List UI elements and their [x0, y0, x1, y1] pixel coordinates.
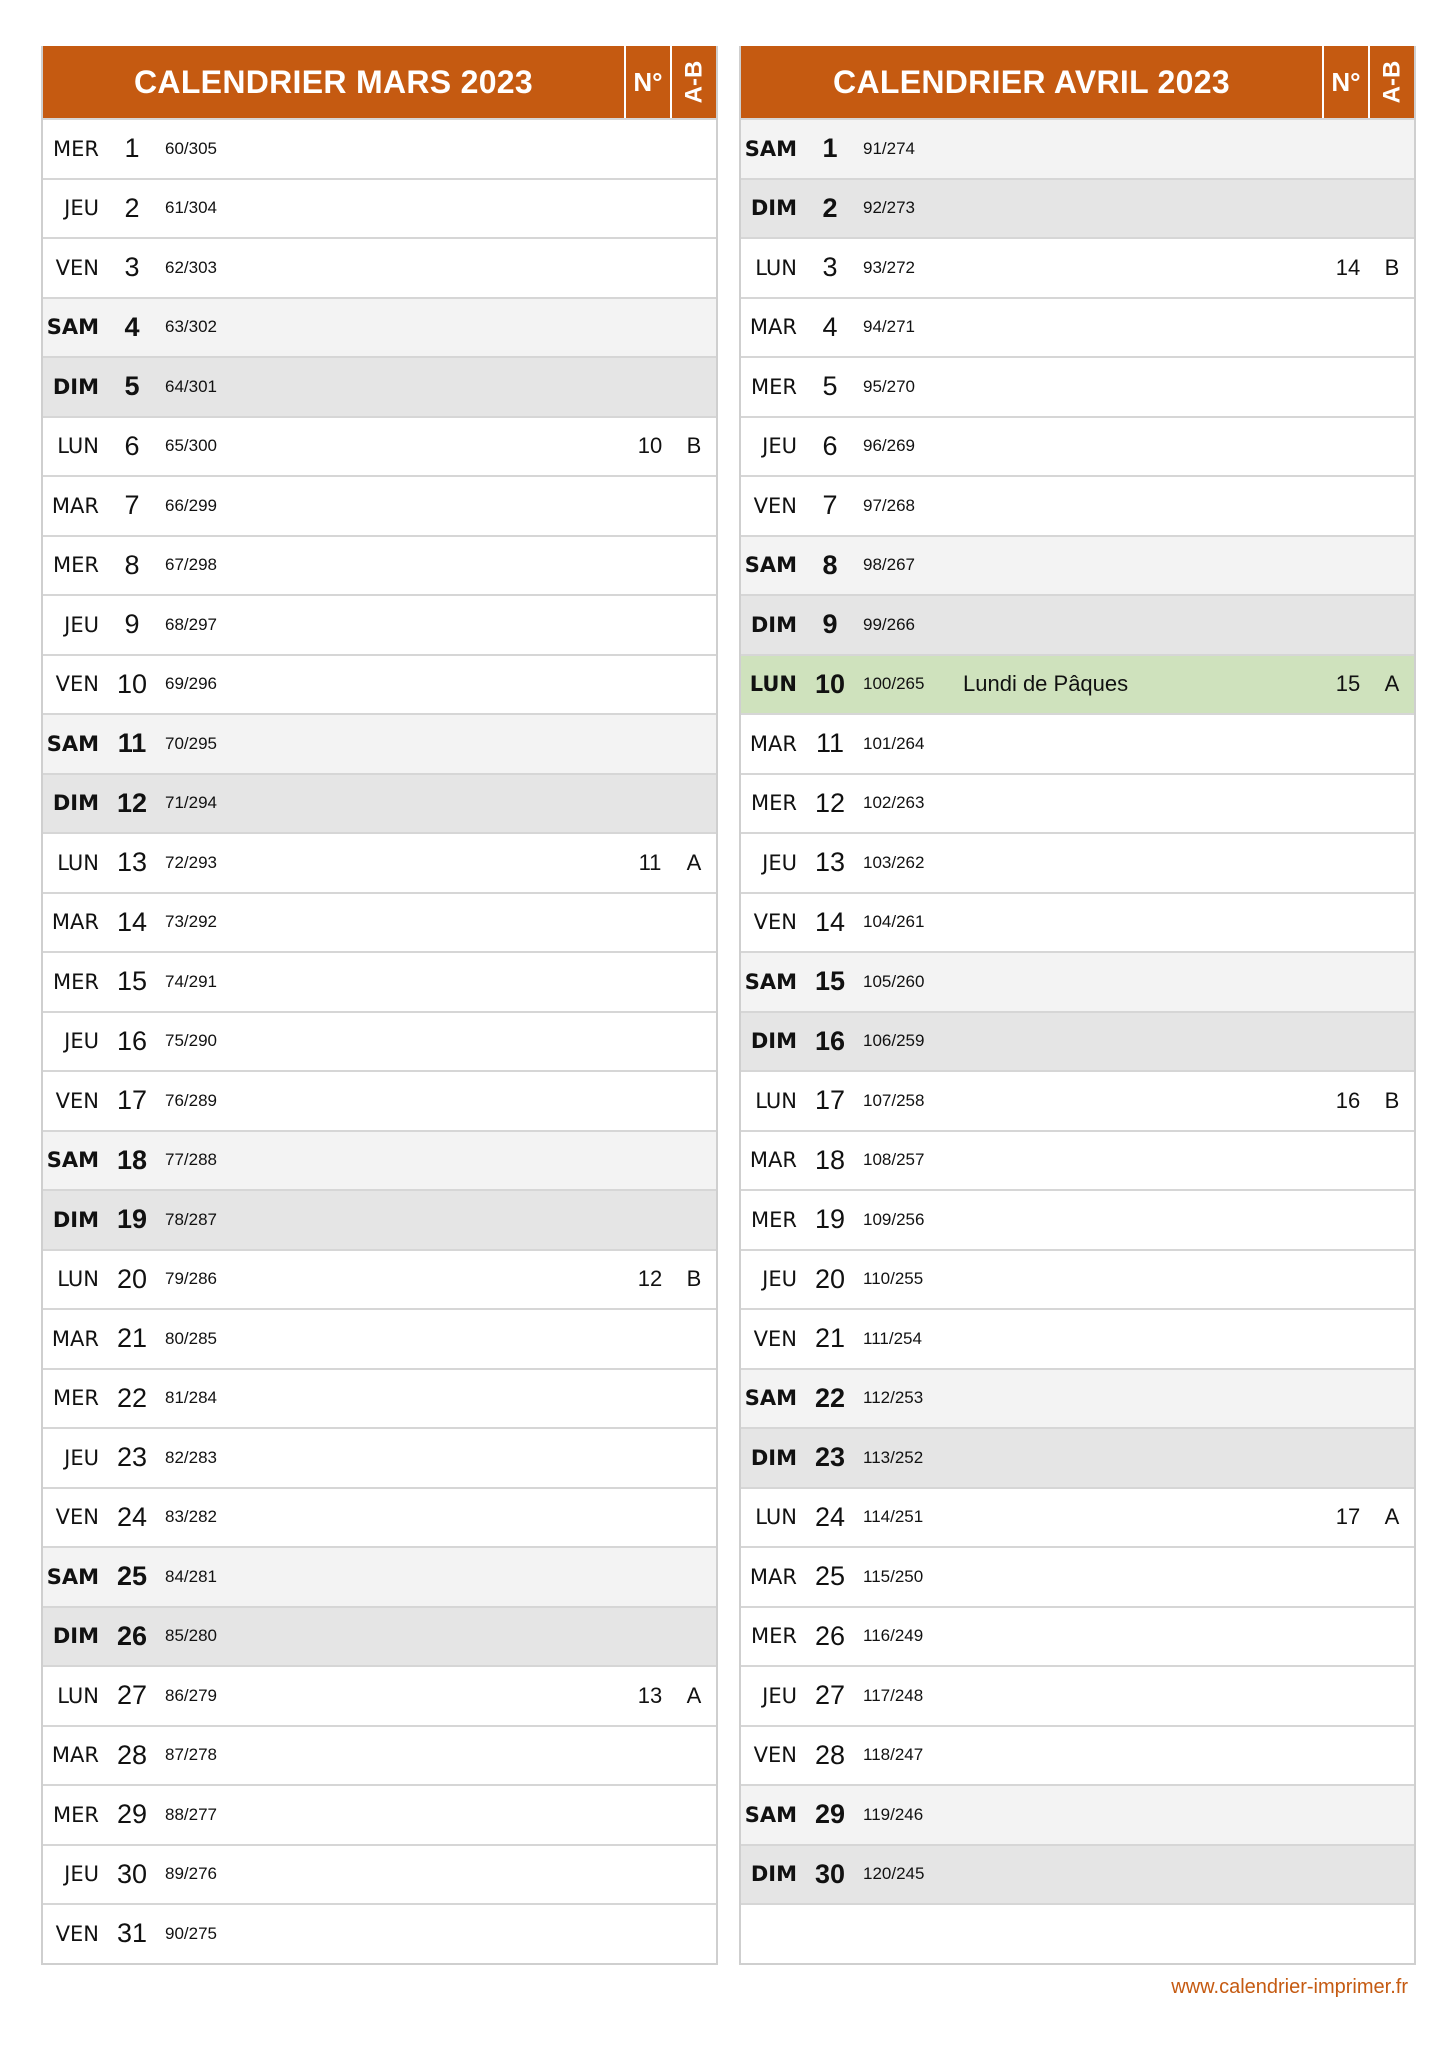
- day-of-year: 68/297: [165, 614, 217, 634]
- weekday-label: MER: [751, 791, 797, 816]
- day-number: 25: [814, 1561, 846, 1592]
- day-number: 9: [124, 609, 140, 640]
- week-ab: B: [686, 1266, 702, 1292]
- weekday-label: VEN: [55, 1505, 99, 1530]
- day-of-year: 83/282: [165, 1507, 217, 1527]
- day-number: 20: [116, 1263, 148, 1294]
- week-number: 14: [1335, 254, 1361, 280]
- week-number-header: N°: [1322, 46, 1368, 118]
- event-label: Lundi de Pâques: [963, 671, 1129, 697]
- day-of-year: 85/280: [165, 1626, 217, 1646]
- weekday-label: VEN: [55, 672, 99, 697]
- day-of-year: 107/258: [863, 1090, 925, 1110]
- day-number: 9: [822, 609, 838, 640]
- weekday-label: DIM: [750, 196, 797, 221]
- day-of-year: 97/268: [863, 495, 915, 515]
- day-number: 18: [116, 1144, 148, 1175]
- weekday-label: SAM: [46, 731, 99, 756]
- day-row: [741, 1189, 1414, 1249]
- weekday-label: JEU: [64, 1445, 99, 1470]
- weekday-label: LUN: [755, 255, 797, 280]
- weekday-label: JEU: [64, 1029, 99, 1054]
- day-row: [741, 356, 1414, 416]
- day-of-year: 103/262: [863, 852, 925, 872]
- day-row: [741, 1665, 1414, 1725]
- day-of-year: 112/253: [863, 1388, 924, 1408]
- day-of-year: 92/273: [863, 198, 915, 218]
- day-number: 11: [117, 728, 147, 759]
- footer-url[interactable]: www.calendrier-imprimer.fr: [1171, 1976, 1408, 1998]
- weekday-label: DIM: [750, 1029, 797, 1054]
- day-of-year: 79/286: [165, 1269, 217, 1289]
- weekday-label: DIM: [750, 1862, 797, 1887]
- weekday-label: JEU: [762, 434, 797, 459]
- day-number: 2: [124, 192, 140, 223]
- day-row: [741, 237, 1414, 297]
- weekday-label: LUN: [57, 1683, 99, 1708]
- day-number: 13: [116, 847, 148, 878]
- day-of-year: 96/269: [863, 436, 915, 456]
- day-row: [741, 1308, 1414, 1368]
- weekday-label: MER: [751, 1207, 797, 1232]
- day-row: [741, 1249, 1414, 1309]
- day-number: 6: [124, 430, 140, 461]
- day-row: [741, 1070, 1414, 1130]
- day-row: [43, 1308, 716, 1368]
- week-ab-label: A-B: [1378, 60, 1405, 104]
- day-of-year: 114/251: [863, 1507, 924, 1527]
- day-number: 30: [116, 1858, 148, 1889]
- day-row: [741, 297, 1414, 357]
- day-number: 17: [116, 1085, 148, 1116]
- day-of-year: 115/250: [863, 1566, 924, 1586]
- day-of-year: 63/302: [165, 317, 217, 337]
- day-row: [741, 475, 1414, 535]
- day-number: 10: [116, 668, 148, 699]
- day-of-year: 101/264: [863, 733, 925, 753]
- day-row: [741, 773, 1414, 833]
- day-row: [43, 951, 716, 1011]
- day-row: [741, 1606, 1414, 1666]
- day-row: [741, 1903, 1414, 1963]
- day-of-year: 69/296: [165, 674, 217, 694]
- day-row: [43, 1546, 716, 1606]
- day-of-year: 80/285: [165, 1328, 217, 1348]
- weekday-label: JEU: [762, 1267, 797, 1292]
- day-of-year: 84/281: [165, 1566, 217, 1586]
- day-row: [741, 713, 1414, 773]
- weekday-label: MAR: [749, 1148, 797, 1173]
- day-number: 7: [124, 490, 140, 521]
- day-number: 20: [814, 1263, 846, 1294]
- day-of-year: 75/290: [165, 1031, 217, 1051]
- day-row: [43, 178, 716, 238]
- day-row: [741, 892, 1414, 952]
- week-number: 16: [1335, 1087, 1361, 1113]
- day-number: 15: [116, 966, 148, 997]
- day-number: 7: [822, 490, 838, 521]
- weekday-label: MAR: [749, 315, 797, 340]
- day-row: [43, 1844, 716, 1904]
- day-number: 8: [124, 549, 140, 580]
- weekday-label: DIM: [750, 1445, 797, 1470]
- day-row: [43, 1130, 716, 1190]
- day-of-year: 78/287: [165, 1209, 217, 1229]
- day-of-year: 81/284: [165, 1388, 217, 1408]
- day-row: [43, 237, 716, 297]
- day-row: [43, 1903, 716, 1963]
- day-row: [43, 118, 716, 178]
- day-number: 6: [822, 430, 838, 461]
- day-of-year: 95/270: [863, 376, 915, 396]
- weekday-label: VEN: [55, 1088, 99, 1113]
- day-of-year: 89/276: [165, 1864, 217, 1884]
- day-row: [43, 1784, 716, 1844]
- day-of-year: 111/254: [863, 1328, 922, 1348]
- day-number: 22: [116, 1382, 148, 1413]
- day-number: 1: [822, 133, 838, 164]
- day-number: 12: [116, 787, 148, 818]
- week-number-header: N°: [624, 46, 670, 118]
- day-number: 28: [814, 1739, 846, 1770]
- day-number: 28: [116, 1739, 148, 1770]
- day-number: 24: [116, 1501, 148, 1532]
- day-number: 10: [814, 668, 846, 699]
- day-row: [43, 594, 716, 654]
- weekday-label: MAR: [51, 1326, 99, 1351]
- day-number: 23: [814, 1442, 846, 1473]
- week-ab: A: [686, 1682, 702, 1708]
- weekday-label: VEN: [753, 1326, 797, 1351]
- week-ab: B: [1384, 1087, 1400, 1113]
- day-of-year: 64/301: [165, 376, 217, 396]
- day-of-year: 117/248: [863, 1685, 924, 1705]
- day-of-year: 65/300: [165, 436, 217, 456]
- day-number: 16: [814, 1025, 846, 1056]
- day-row: [43, 654, 716, 714]
- day-of-year: 98/267: [863, 555, 915, 575]
- calendar-header: [741, 46, 1414, 118]
- day-of-year: 108/257: [863, 1150, 925, 1170]
- week-ab: A: [1384, 671, 1400, 697]
- day-of-year: 82/283: [165, 1447, 217, 1467]
- day-row: [741, 1546, 1414, 1606]
- day-number: 1: [124, 133, 140, 164]
- day-row: [43, 1725, 716, 1785]
- day-of-year: 93/272: [863, 257, 915, 277]
- weekday-label: MER: [53, 1386, 99, 1411]
- day-row: [741, 535, 1414, 595]
- weekday-label: JEU: [64, 196, 99, 221]
- day-row: [43, 713, 716, 773]
- weekday-label: SAM: [744, 553, 797, 578]
- day-of-year: 70/295: [165, 733, 217, 753]
- week-ab-header: [670, 46, 716, 118]
- day-number: 14: [814, 906, 846, 937]
- weekday-label: MAR: [51, 1743, 99, 1768]
- weekday-label: LUN: [57, 434, 99, 459]
- day-row: [741, 1725, 1414, 1785]
- day-number: 23: [116, 1442, 148, 1473]
- day-row: [43, 356, 716, 416]
- day-row: [741, 594, 1414, 654]
- day-row: [43, 475, 716, 535]
- day-of-year: 102/263: [863, 793, 925, 813]
- day-of-year: 87/278: [165, 1745, 217, 1765]
- day-of-year: 77/288: [165, 1150, 217, 1170]
- day-number: 19: [116, 1204, 148, 1235]
- day-row: [741, 178, 1414, 238]
- day-number: 24: [814, 1501, 846, 1532]
- weekday-label: SAM: [744, 1802, 797, 1827]
- day-number: 5: [822, 371, 838, 402]
- weekday-label: LUN: [749, 672, 797, 697]
- day-of-year: 76/289: [165, 1090, 217, 1110]
- weekday-label: DIM: [52, 791, 99, 816]
- week-ab-label: A-B: [680, 60, 707, 104]
- day-of-year: 60/305: [165, 138, 217, 158]
- day-row: [741, 832, 1414, 892]
- day-of-year: 91/274: [863, 138, 915, 158]
- day-number: 19: [814, 1204, 846, 1235]
- day-row: [43, 1427, 716, 1487]
- day-row: [43, 297, 716, 357]
- day-number: 8: [822, 549, 838, 580]
- day-row: [741, 1130, 1414, 1190]
- day-number: 4: [822, 311, 838, 342]
- weekday-label: MER: [53, 1802, 99, 1827]
- week-number: 15: [1335, 671, 1361, 697]
- weekday-label: MAR: [749, 731, 797, 756]
- calendar-april: [739, 46, 1416, 1965]
- day-row: [43, 773, 716, 833]
- week-ab: B: [1384, 254, 1400, 280]
- weekday-label: SAM: [46, 1148, 99, 1173]
- day-of-year: 62/303: [165, 257, 217, 277]
- day-of-year: 113/252: [863, 1447, 924, 1467]
- day-number: 27: [814, 1680, 846, 1711]
- weekday-label: MER: [53, 553, 99, 578]
- day-row: [43, 1070, 716, 1130]
- day-row: [741, 654, 1414, 714]
- weekday-label: JEU: [762, 850, 797, 875]
- day-row: [43, 832, 716, 892]
- day-number: 27: [116, 1680, 148, 1711]
- weekday-label: JEU: [762, 1683, 797, 1708]
- week-number: 13: [637, 1682, 663, 1708]
- weekday-label: LUN: [755, 1088, 797, 1113]
- day-number: 5: [124, 371, 140, 402]
- day-number: 18: [814, 1144, 846, 1175]
- day-row: [741, 1427, 1414, 1487]
- day-number: 3: [124, 252, 140, 283]
- weekday-label: JEU: [64, 1862, 99, 1887]
- day-number: 26: [116, 1620, 148, 1651]
- day-of-year: 105/260: [863, 971, 925, 991]
- calendar-title: CALENDRIER MARS 2023: [134, 63, 533, 100]
- week-number: 12: [637, 1266, 663, 1292]
- day-row: [43, 1368, 716, 1428]
- week-number: 17: [1335, 1504, 1361, 1530]
- day-row: [741, 1368, 1414, 1428]
- day-number: 29: [814, 1799, 846, 1830]
- day-number: 21: [814, 1323, 846, 1354]
- day-of-year: 100/265: [863, 674, 925, 694]
- weekday-label: MER: [53, 136, 99, 161]
- day-row: [741, 951, 1414, 1011]
- day-of-year: 109/256: [863, 1209, 925, 1229]
- day-of-year: 88/277: [165, 1804, 217, 1824]
- day-number: 16: [116, 1025, 148, 1056]
- weekday-label: MAR: [51, 910, 99, 935]
- day-row: [43, 1011, 716, 1071]
- day-of-year: 120/245: [863, 1864, 925, 1884]
- weekday-label: VEN: [753, 1743, 797, 1768]
- day-of-year: 67/298: [165, 555, 217, 575]
- day-rows: [741, 118, 1414, 1963]
- week-ab: A: [686, 849, 702, 875]
- weekday-label: MER: [751, 1624, 797, 1649]
- weekday-label: VEN: [55, 255, 99, 280]
- day-number: 13: [814, 847, 846, 878]
- calendar-march: [41, 46, 718, 1965]
- weekday-label: SAM: [744, 1386, 797, 1411]
- day-row: [43, 892, 716, 952]
- day-row: [43, 1487, 716, 1547]
- day-of-year: 110/255: [863, 1269, 924, 1289]
- day-row: [741, 118, 1414, 178]
- weekday-label: VEN: [55, 1921, 99, 1946]
- day-row: [43, 1249, 716, 1309]
- day-number: 17: [814, 1085, 846, 1116]
- day-row: [43, 535, 716, 595]
- day-of-year: 104/261: [863, 912, 925, 932]
- day-number: 14: [116, 906, 148, 937]
- weekday-label: VEN: [753, 493, 797, 518]
- week-ab: B: [686, 433, 702, 459]
- day-of-year: 118/247: [863, 1745, 924, 1765]
- day-number: 15: [814, 966, 846, 997]
- weekday-label: LUN: [57, 850, 99, 875]
- day-number: 11: [815, 728, 845, 759]
- day-number: 31: [116, 1918, 148, 1949]
- day-of-year: 74/291: [165, 971, 217, 991]
- week-number: 11: [638, 849, 662, 875]
- day-row: [43, 416, 716, 476]
- day-number: 21: [116, 1323, 148, 1354]
- day-row: [43, 1606, 716, 1666]
- weekday-label: DIM: [750, 612, 797, 637]
- day-number: 25: [116, 1561, 148, 1592]
- day-row: [741, 1487, 1414, 1547]
- day-row: [43, 1665, 716, 1725]
- week-number: 10: [637, 433, 663, 459]
- weekday-label: MAR: [749, 1564, 797, 1589]
- day-of-year: 66/299: [165, 495, 217, 515]
- weekday-label: SAM: [46, 315, 99, 340]
- day-number: 3: [822, 252, 838, 283]
- day-number: 4: [124, 311, 140, 342]
- weekday-label: SAM: [744, 136, 797, 161]
- day-of-year: 106/259: [863, 1031, 925, 1051]
- calendar-header: [43, 46, 716, 118]
- weekday-label: SAM: [46, 1564, 99, 1589]
- day-of-year: 86/279: [165, 1685, 217, 1705]
- week-ab: A: [1384, 1504, 1400, 1530]
- weekday-label: JEU: [64, 612, 99, 637]
- day-number: 2: [822, 192, 838, 223]
- day-row: [741, 1844, 1414, 1904]
- weekday-label: MAR: [51, 493, 99, 518]
- day-of-year: 94/271: [863, 317, 915, 337]
- weekday-label: LUN: [57, 1267, 99, 1292]
- weekday-label: DIM: [52, 374, 99, 399]
- day-of-year: 71/294: [165, 793, 217, 813]
- day-row: [741, 1011, 1414, 1071]
- day-of-year: 99/266: [863, 614, 915, 634]
- weekday-label: SAM: [744, 969, 797, 994]
- weekday-label: DIM: [52, 1624, 99, 1649]
- day-number: 29: [116, 1799, 148, 1830]
- day-row: [741, 1784, 1414, 1844]
- day-number: 30: [814, 1858, 846, 1889]
- day-of-year: 73/292: [165, 912, 217, 932]
- day-row: [741, 416, 1414, 476]
- weekday-label: DIM: [52, 1207, 99, 1232]
- day-rows: [43, 118, 716, 1963]
- day-of-year: 61/304: [165, 198, 217, 218]
- day-of-year: 90/275: [165, 1923, 217, 1943]
- day-row: [43, 1189, 716, 1249]
- day-of-year: 116/249: [863, 1626, 924, 1646]
- week-ab-header: [1368, 46, 1414, 118]
- weekday-label: MER: [751, 374, 797, 399]
- day-of-year: 72/293: [165, 852, 217, 872]
- day-number: 26: [814, 1620, 846, 1651]
- day-number: 22: [814, 1382, 846, 1413]
- day-of-year: 119/246: [863, 1804, 924, 1824]
- weekday-label: MER: [53, 969, 99, 994]
- weekday-label: VEN: [753, 910, 797, 935]
- day-number: 12: [814, 787, 846, 818]
- weekday-label: LUN: [755, 1505, 797, 1530]
- calendar-title: CALENDRIER AVRIL 2023: [833, 63, 1230, 100]
